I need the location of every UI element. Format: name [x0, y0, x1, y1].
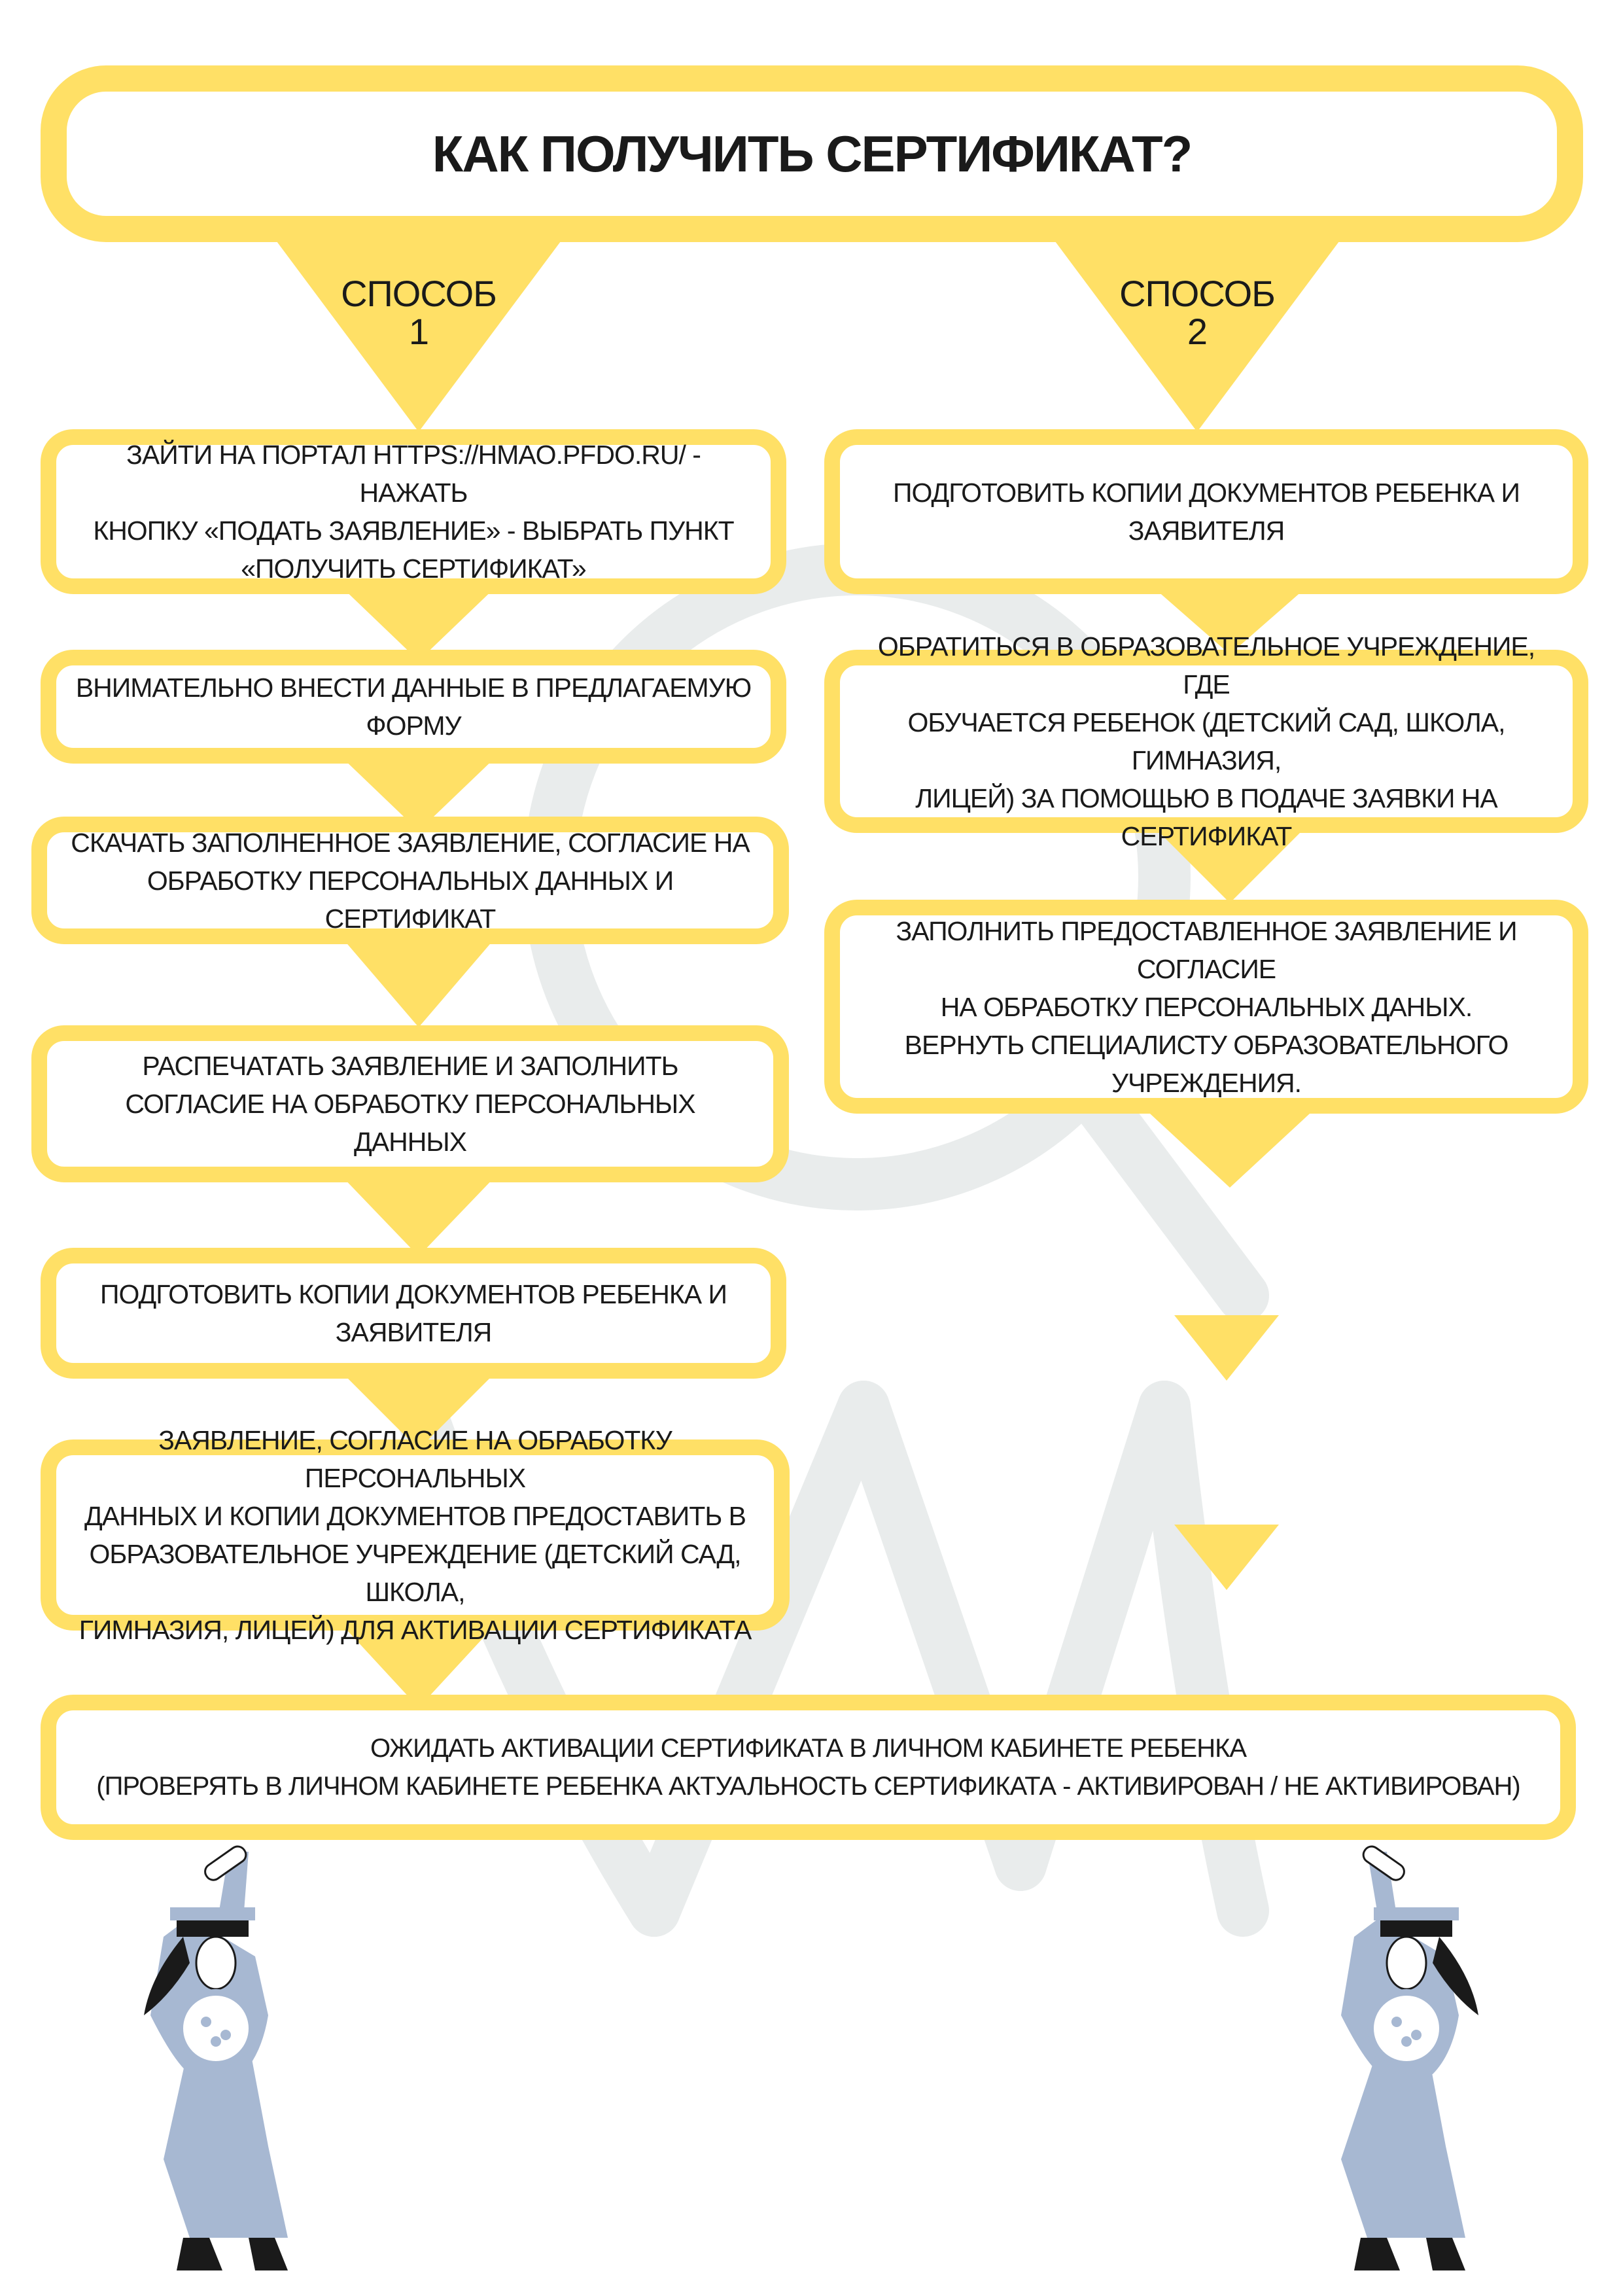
- left-step-1: [41, 429, 786, 594]
- right-step-1: [824, 429, 1588, 594]
- right-step-3: [824, 900, 1588, 1114]
- left-step-3-text: СКАЧАТЬ ЗАПОЛНЕННОЕ ЗАЯВЛЕНИЕ, СОГЛАСИЕ НА ОБРАБОТКУ ПЕРСОНАЛЬНЫХ ДАННЫХ И СЕРТИФИКАТ: [71, 827, 750, 934]
- graduate-figure-right: [1341, 1843, 1478, 2270]
- final-step: [41, 1695, 1576, 1840]
- left-step-4-text: РАСПЕЧАТАТЬ ЗАЯВЛЕНИЕ И ЗАПОЛНИТЬ СОГЛАСИЕ НА ОБРАБОТКУ ПЕРСОНАЛЬНЫХ ДАННЫХ: [125, 1051, 695, 1157]
- left-step-6-text: ЗАЯВЛЕНИЕ, СОГЛАСИЕ НА ОБРАБОТКУ ПЕРСОНАЛЬНЫХ ДАННЫХ И КОПИИ ДОКУМЕНТОВ ПРЕДОСТАВИТЬ В ОБРАЗОВАТЕЛЬНОЕ УЧРЕЖДЕНИЕ (ДЕТСКИЙ САД, ШКОЛА, ГИМНАЗИЯ, ЛИЦЕЙ) ДЛЯ АКТИВАЦИИ СЕРТИФИКАТА: [79, 1425, 752, 1645]
- left-step-6: [41, 1425, 790, 1645]
- left-step-3: [31, 817, 789, 944]
- left-step-4: [31, 1025, 789, 1182]
- left-step-5: [41, 1248, 786, 1379]
- left-step-2-text: ВНИМАТЕЛЬНО ВНЕСТИ ДАННЫЕ В ПРЕДЛАГАЕМУЮ ФОРМУ: [75, 673, 752, 741]
- graduate-figure-left: [144, 1843, 288, 2270]
- right-step-1-text: ПОДГОТОВИТЬ КОПИИ ДОКУМЕНТОВ РЕБЕНКА И ЗАЯВИТЕЛЯ: [892, 478, 1520, 546]
- arrow-icon: [340, 1174, 497, 1256]
- left-step-5-text: ПОДГОТОВИТЬ КОПИИ ДОКУМЕНТОВ РЕБЕНКА И ЗАЯВИТЕЛЯ: [99, 1279, 727, 1347]
- arrow-icon: [1174, 1315, 1279, 1381]
- page-title: КАК ПОЛУЧИТЬ СЕРТИФИКАТ?: [432, 124, 1192, 183]
- title-banner: [41, 65, 1583, 242]
- final-step-text: ОЖИДАТЬ АКТИВАЦИИ СЕРТИФИКАТА В ЛИЧНОМ КАБИНЕТЕ РЕБЕНКА (ПРОВЕРЯТЬ В ЛИЧНОМ КАБИНЕТЕ РЕБЕНКА АКТУАЛЬНОСТЬ СЕРТИФИКАТА - АКТИВИРОВАН / НЕ АКТИВИРОВАН): [96, 1734, 1520, 1801]
- left-step-2: [41, 650, 786, 764]
- right-step-2-text: ОБРАТИТЬСЯ В ОБРАЗОВАТЕЛЬНОЕ УЧРЕЖДЕНИЕ, ГДЕ ОБУЧАЕТСЯ РЕБЕНОК (ДЕТСКИЙ САД, ШКОЛА, ГИМНАЗИЯ, ЛИЦЕЙ) ЗА ПОМОЩЬЮ В ПОДАЧЕ ЗАЯВКИ НА СЕРТИФИКАТ: [877, 631, 1535, 851]
- method-1-label: СПОСОБ 1: [341, 273, 497, 352]
- right-step-2: [824, 631, 1588, 851]
- method-2-label: СПОСОБ 2: [1119, 273, 1275, 352]
- arrow-icon: [340, 936, 497, 1027]
- left-step-1-text: ЗАЙТИ НА ПОРТАЛ HTTPS://HMAO.PFDO.RU/ - НАЖАТЬ КНОПКУ «ПОДАТЬ ЗАЯВЛЕНИЕ» - ВЫБРАТЬ ПУНКТ «ПОЛУЧИТЬ СЕРТИФИКАТ»: [93, 440, 734, 584]
- right-step-3-text: ЗАПОЛНИТЬ ПРЕДОСТАВЛЕННОЕ ЗАЯВЛЕНИЕ И СОГЛАСИЕ НА ОБРАБОТКУ ПЕРСОНАЛЬНЫХ ДАНЫХ. ВЕРНУТЬ СПЕЦИАЛИСТУ ОБРАЗОВАТЕЛЬНОГО УЧРЕЖДЕНИЯ.: [896, 915, 1517, 1098]
